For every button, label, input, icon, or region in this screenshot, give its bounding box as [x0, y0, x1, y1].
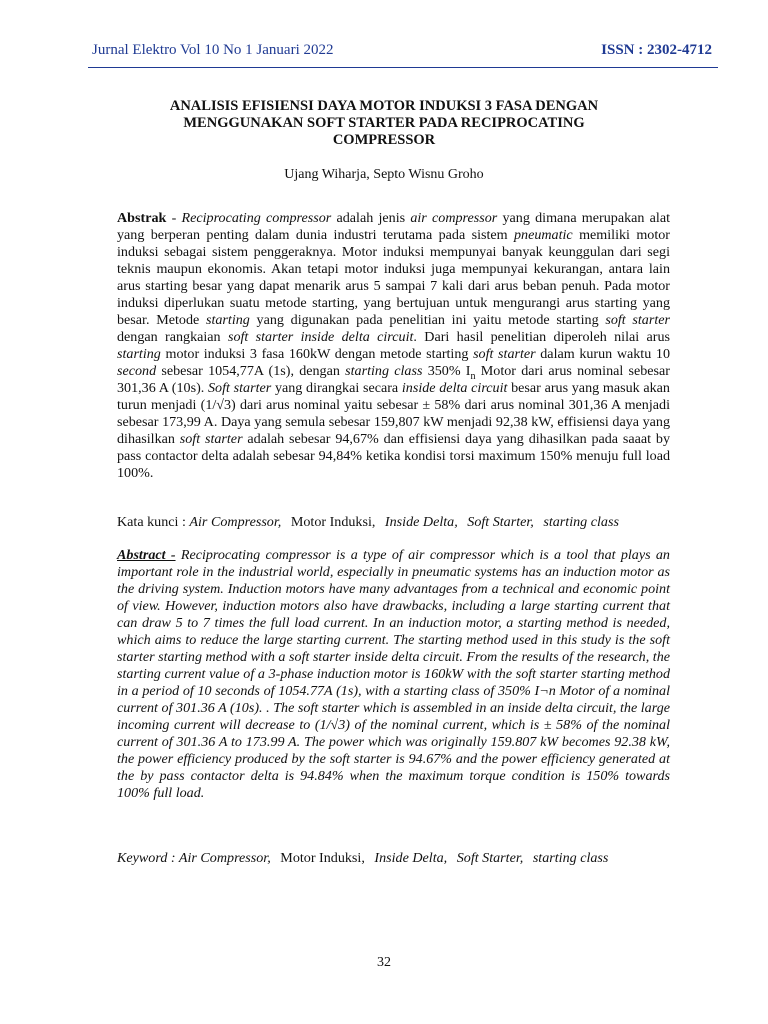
abstrak-run: yang digunakan pada penelitian ini yaitu metode starting: [249, 312, 606, 328]
abstrak-italic-run: air compressor: [410, 210, 498, 226]
abstrak-run: besar arus yang masuk akan turun menjadi (1/√3) dari arus nominal yaitu sebesar ± 58% dari arus nominal 301,36 A menjadi sebesar 173,99 A. Daya yang semula sebesar 159,807 kW menjadi 92,38 kW, effisiensi daya yang dihasilkan: [117, 380, 670, 447]
kata-kunci-item: starting class: [543, 514, 619, 530]
abstrak-run: yang dirangkai secara: [271, 380, 402, 396]
kata-kunci-items: [189, 514, 625, 530]
kata-kunci-item: Air Compressor,: [189, 514, 282, 530]
keyword-item: Air Compressor,: [178, 850, 271, 866]
abstrak-run: dengan rangkaian: [117, 329, 228, 345]
keyword-item: Motor Induksi,: [280, 850, 365, 866]
authors: Ujang Wiharja, Septo Wisnu Groho: [284, 167, 484, 182]
abstrak-run: motor induksi 3 fasa 160kW dengan metode starting: [160, 346, 474, 362]
header-rule: [88, 67, 718, 68]
kata-kunci-item: Soft Starter,: [467, 514, 534, 530]
abstrak-paragraph: [117, 210, 670, 482]
abstrak-italic-run: starting class: [345, 363, 423, 379]
abstrak-run: . Dari hasil penelitian diperoleh nilai arus: [413, 329, 670, 345]
keyword-label: Keyword :: [117, 850, 179, 866]
abstrak-body: [117, 210, 670, 481]
abstrak-run: adalah jenis: [331, 210, 411, 226]
abstrak-run: memiliki motor induksi sebagai sistem penggeraknya. Motor induksi mempunyai banyak keunggulan dari segi teknis maupun ekonomis. Akan tetapi motor induksi juga mempunyai kekurangan, antara lain arus starting besar yang dapat menarik arus 5 sampai 7 kali dari arus beban penuh. Pada motor induksi diperlukan suatu metode starting, yang bertujuan untuk mengurangi arus starting yang besar. Metode: [117, 227, 670, 328]
kata-kunci-item: Inside Delta,: [384, 514, 458, 530]
abstrak-run: Motor dari arus nominal sebesar 301,36 A (10s).: [117, 363, 670, 396]
abstract-label: Abstract -: [117, 547, 176, 563]
abstrak-run: 350% I: [422, 363, 471, 379]
kata-kunci-line: [117, 514, 670, 531]
title-line: COMPRESSOR: [332, 132, 436, 148]
kata-kunci-label: Kata kunci :: [117, 514, 190, 530]
abstrak-italic-run: soft starter inside delta circuit: [227, 329, 414, 345]
journal-header: Jurnal Elektro Vol 10 No 1 Januari 2022: [92, 42, 334, 58]
abstrak-run: yang dimana merupakan alat yang berperan penting dalam dunia industri terutama pada sistem: [117, 210, 670, 243]
abstrak-italic-run: pneumatic: [513, 227, 573, 243]
abstrak-italic-run: soft starter: [473, 346, 536, 362]
abstrak-italic-run: Soft starter: [208, 380, 272, 396]
abstract-paragraph: [117, 547, 670, 802]
abstrak-italic-run: starting: [205, 312, 250, 328]
abstrak-label: Abstrak: [117, 210, 167, 226]
abstrak-italic-run: soft starter: [179, 431, 243, 447]
keyword-item: starting class: [532, 850, 609, 866]
abstrak-run: -: [166, 210, 182, 226]
abstrak-run: sebesar 1054,77A (1s), dengan: [156, 363, 346, 379]
paper-title: [110, 98, 658, 149]
kata-kunci-item: Motor Induksi,: [290, 514, 376, 530]
abstrak-italic-run: soft starter: [605, 312, 670, 328]
abstrak-italic-run: Reciprocating compressor: [181, 210, 332, 226]
keyword-item: Soft Starter,: [456, 850, 524, 866]
abstrak-run: adalah sebesar 94,67% dan effisiensi daya yang dihasilkan pada saaat by pass contactor delta adalah sebesar 94,84% ketika kondisi torsi maximum 150% menuju full load 100%.: [117, 431, 670, 481]
keyword-line: [117, 850, 670, 867]
abstrak-italic-run: second: [117, 363, 157, 379]
keyword-item: Inside Delta,: [374, 850, 448, 866]
issn-header: ISSN : 2302-4712: [601, 42, 712, 58]
keyword-items: [179, 850, 615, 866]
abstrak-run: dalam kurun waktu 10: [535, 346, 670, 362]
abstrak-italic-run: inside delta circuit: [401, 380, 508, 396]
page-number: 32: [377, 955, 391, 970]
abstrak-italic-run: starting: [117, 346, 161, 362]
title-line: MENGGUNAKAN SOFT STARTER PADA RECIPROCATING: [183, 115, 585, 131]
title-line: ANALISIS EFISIENSI DAYA MOTOR INDUKSI 3 FASA DENGAN: [169, 98, 599, 114]
abstract-body: Reciprocating compressor is a type of air compressor which is a tool that plays an important role in the industrial world, especially in pneumatic systems has an induction motor as the driving system. Induction motors have many advantages from a technical and economic point of view. However, induction motors also have drawbacks, including a large starting current that can draw 5 to 7 times the full load current. In an induction motor, a starting method is needed, which aims to reduce the large starting current. The starting method used in this study is the soft starter starting method with a soft starter inside delta circuit. From the results of the research, the starting current value of a 3-phase induction motor is 160kW with the soft starter starting method in a period of 10 seconds of 1054.77A (1s), with a starting class of 350% I¬n Motor of a nominal current of 301.36 A (10s). . The soft starter which is assembled in an inside delta circuit, the large incoming current will decrease to (1/√3) of the nominal current, which is ± 58% of the nominal current of 301.36 A to 173.99 A. The power which was originally 159.807 kW becomes 92.38 kW, the power efficiency produced by the soft starter is 94.67% and the power efficiency generated at the by pass contactor delta is 94.84% when the maximum torque condition is 150% towards 100% full load.: [117, 547, 670, 801]
abstrak-subscript: n: [470, 370, 476, 382]
